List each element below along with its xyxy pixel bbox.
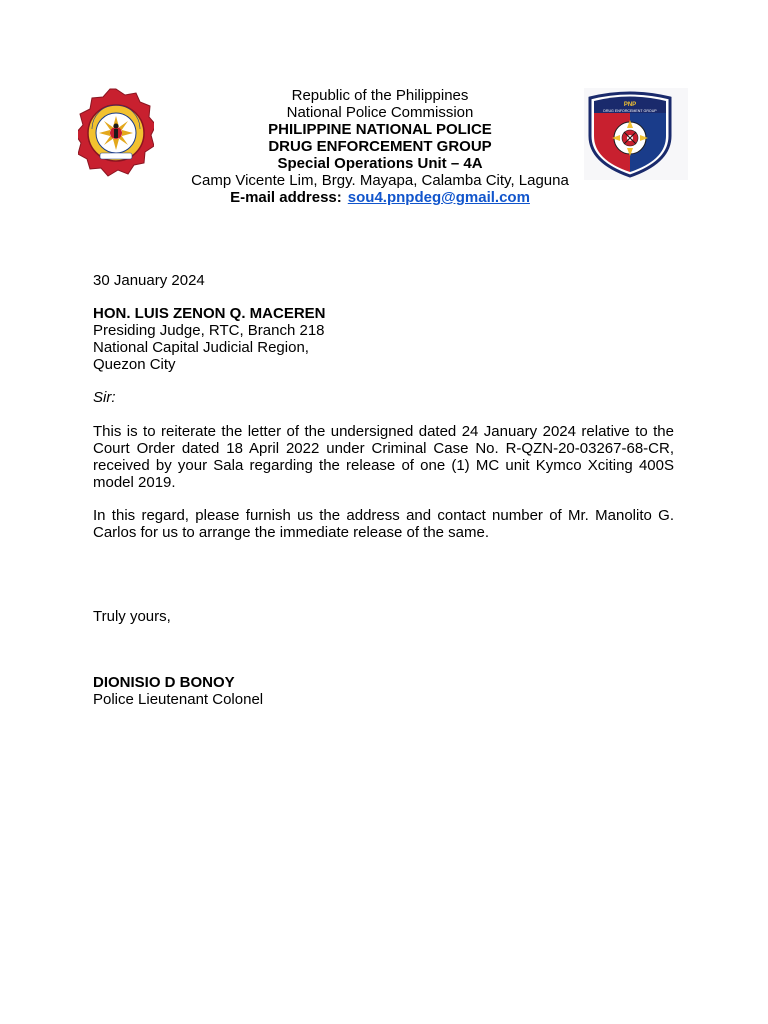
salutation: Sir: [93,389,116,406]
addressee-city: Quezon City [93,356,176,373]
letterhead-country: Republic of the Philippines [291,87,469,104]
addressee-name: HON. LUIS ZENON Q. MACEREN [93,305,326,322]
letterhead-address: Camp Vicente Lim, Brgy. Mayapa, Calamba City, Laguna [191,172,569,189]
email-link[interactable]: sou4.pnpdeg@gmail.com [347,189,530,206]
svg-text:DRUG ENFORCEMENT GROUP: DRUG ENFORCEMENT GROUP [603,109,657,113]
letterhead [160,87,600,206]
signature-block [93,674,674,708]
body-paragraph: This is to reiterate the letter of the undersigned dated 24 January 2024 relative to the Court Order dated 18 April 2022 under Criminal Case No. R-QZN-20-03267-68-CR, received by your Sala regarding the release of one (1) MC unit Kymco Xciting 400S model 2019. [93,423,674,491]
pnp-seal-logo [78,88,154,178]
letterhead-email-line [160,189,600,206]
addressee-region: National Capital Judicial Region, [93,339,309,356]
email-label: E-mail address: [230,189,342,206]
svg-text:PNP: PNP [623,102,637,108]
closing: Truly yours, [93,608,171,625]
letterhead-agency: PHILIPPINE NATIONAL POLICE [268,121,492,138]
letter-date: 30 January 2024 [93,272,205,289]
addressee-position: Presiding Judge, RTC, Branch 218 [93,322,325,339]
letterhead-unit: Special Operations Unit – 4A [277,155,483,172]
letterhead-commission: National Police Commission [286,104,474,121]
addressee-block [93,305,674,373]
signatory-rank: Police Lieutenant Colonel [93,691,264,708]
signatory-name: DIONISIO D BONOY [93,674,235,691]
body-paragraph: In this regard, please furnish us the address and contact number of Mr. Manolito G. Carlos for us to arrange the immediate release of the same. [93,507,674,541]
letterhead-group: DRUG ENFORCEMENT GROUP [268,138,492,155]
